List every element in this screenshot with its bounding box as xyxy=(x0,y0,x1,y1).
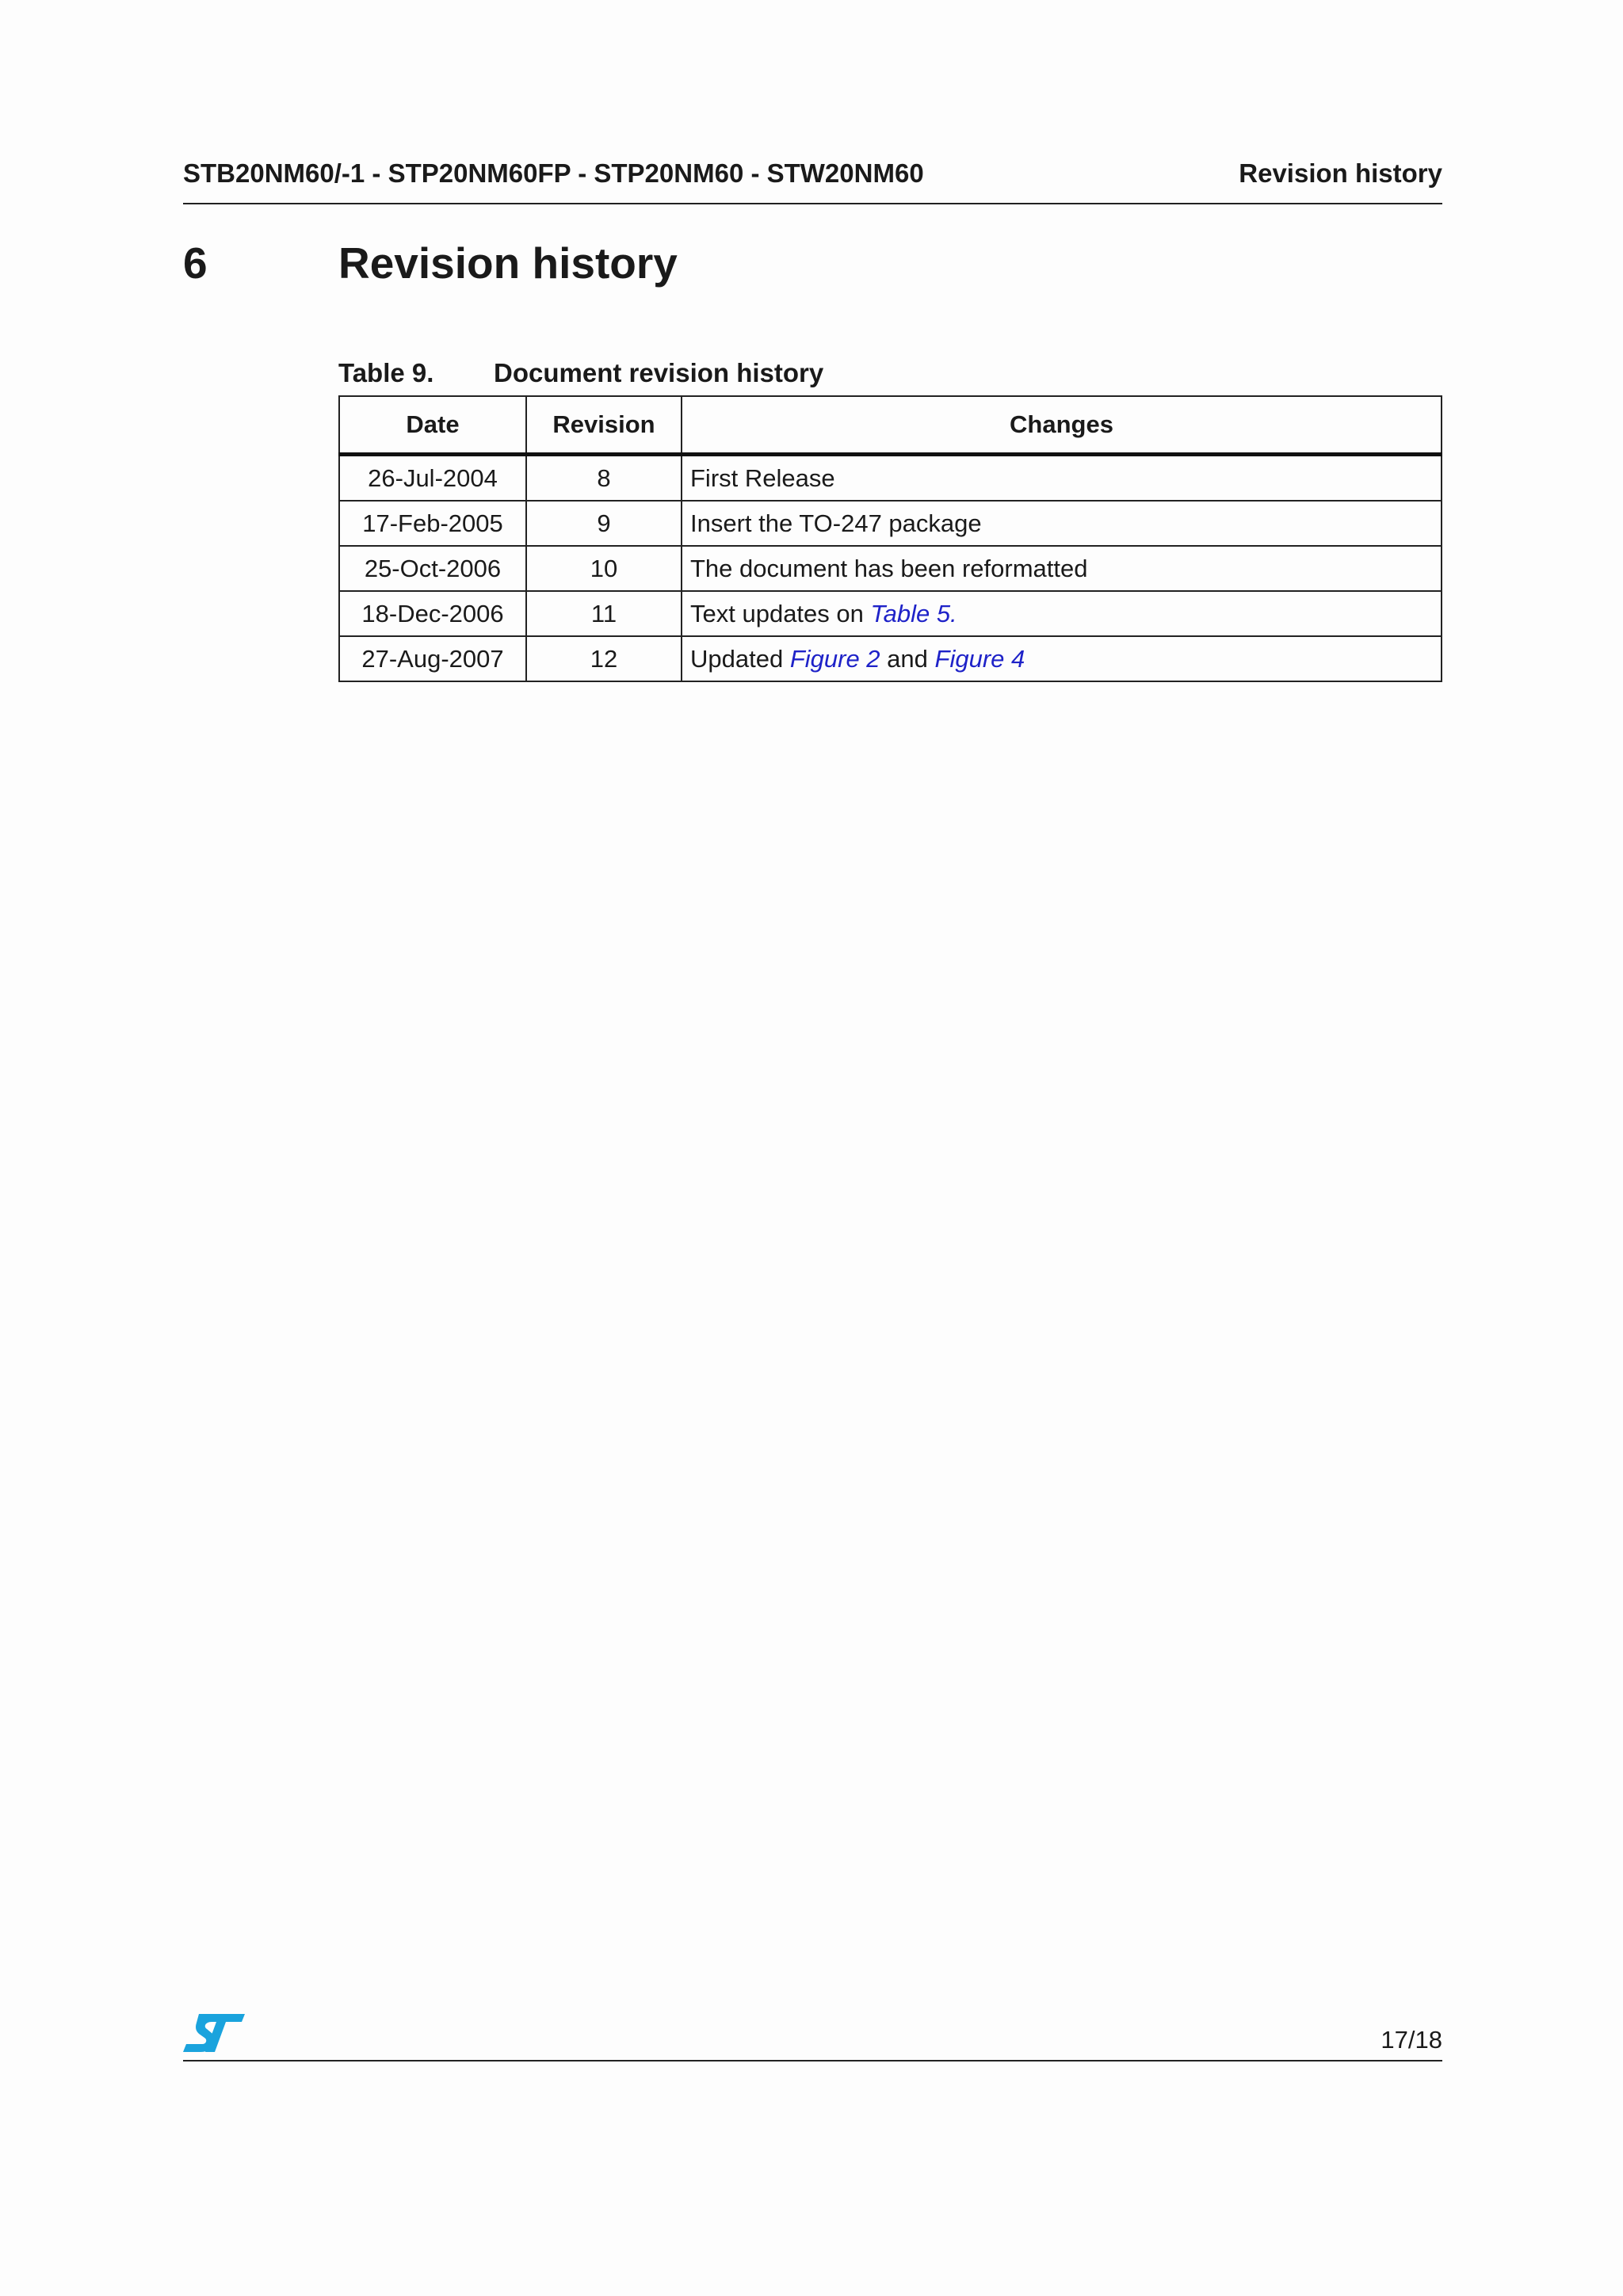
page-footer xyxy=(183,2012,1442,2061)
table-label: Table 9. xyxy=(338,358,434,387)
changes-text: Text updates on xyxy=(690,599,871,627)
figure-4-link[interactable]: Figure 4 xyxy=(934,644,1025,673)
table-caption xyxy=(338,358,823,388)
figure-2-link[interactable]: Figure 2 xyxy=(789,644,880,673)
cell-date: 25-Oct-2006 xyxy=(339,546,526,591)
table-header-row xyxy=(339,396,1442,455)
cell-date: 17-Feb-2005 xyxy=(339,501,526,546)
table-5-link[interactable]: Table 5. xyxy=(870,599,957,627)
table-row xyxy=(339,591,1442,636)
section-title: Revision history xyxy=(338,238,678,288)
cell-changes: First Release xyxy=(682,455,1442,502)
cell-changes: Insert the TO-247 package xyxy=(682,501,1442,546)
section-number: 6 xyxy=(183,238,208,288)
changes-text: Updated xyxy=(690,644,790,673)
cell-revision: 10 xyxy=(526,546,682,591)
changes-text-and: and xyxy=(880,644,935,673)
cell-revision: 12 xyxy=(526,636,682,681)
cell-changes xyxy=(682,591,1442,636)
cell-changes xyxy=(682,636,1442,681)
page-header xyxy=(183,155,1442,204)
table-row xyxy=(339,546,1442,591)
cell-date: 27-Aug-2007 xyxy=(339,636,526,681)
table-title: Document revision history xyxy=(494,358,824,387)
column-header-date: Date xyxy=(339,396,526,455)
table-row xyxy=(339,501,1442,546)
column-header-changes: Changes xyxy=(682,396,1442,455)
cell-changes: The document has been reformatted xyxy=(682,546,1442,591)
table-row xyxy=(339,455,1442,502)
column-header-revision: Revision xyxy=(526,396,682,455)
cell-revision: 8 xyxy=(526,455,682,502)
cell-date: 26-Jul-2004 xyxy=(339,455,526,502)
page-number: 17/18 xyxy=(1381,2026,1442,2054)
cell-revision: 9 xyxy=(526,501,682,546)
revision-history-table xyxy=(338,395,1442,682)
table-row xyxy=(339,636,1442,681)
cell-revision: 11 xyxy=(526,591,682,636)
header-section-name: Revision history xyxy=(1239,158,1442,188)
cell-date: 18-Dec-2006 xyxy=(339,591,526,636)
st-logo-icon xyxy=(183,2012,246,2054)
document-title: STB20NM60/-1 - STP20NM60FP - STP20NM60 - STW20NM60 xyxy=(183,158,924,188)
